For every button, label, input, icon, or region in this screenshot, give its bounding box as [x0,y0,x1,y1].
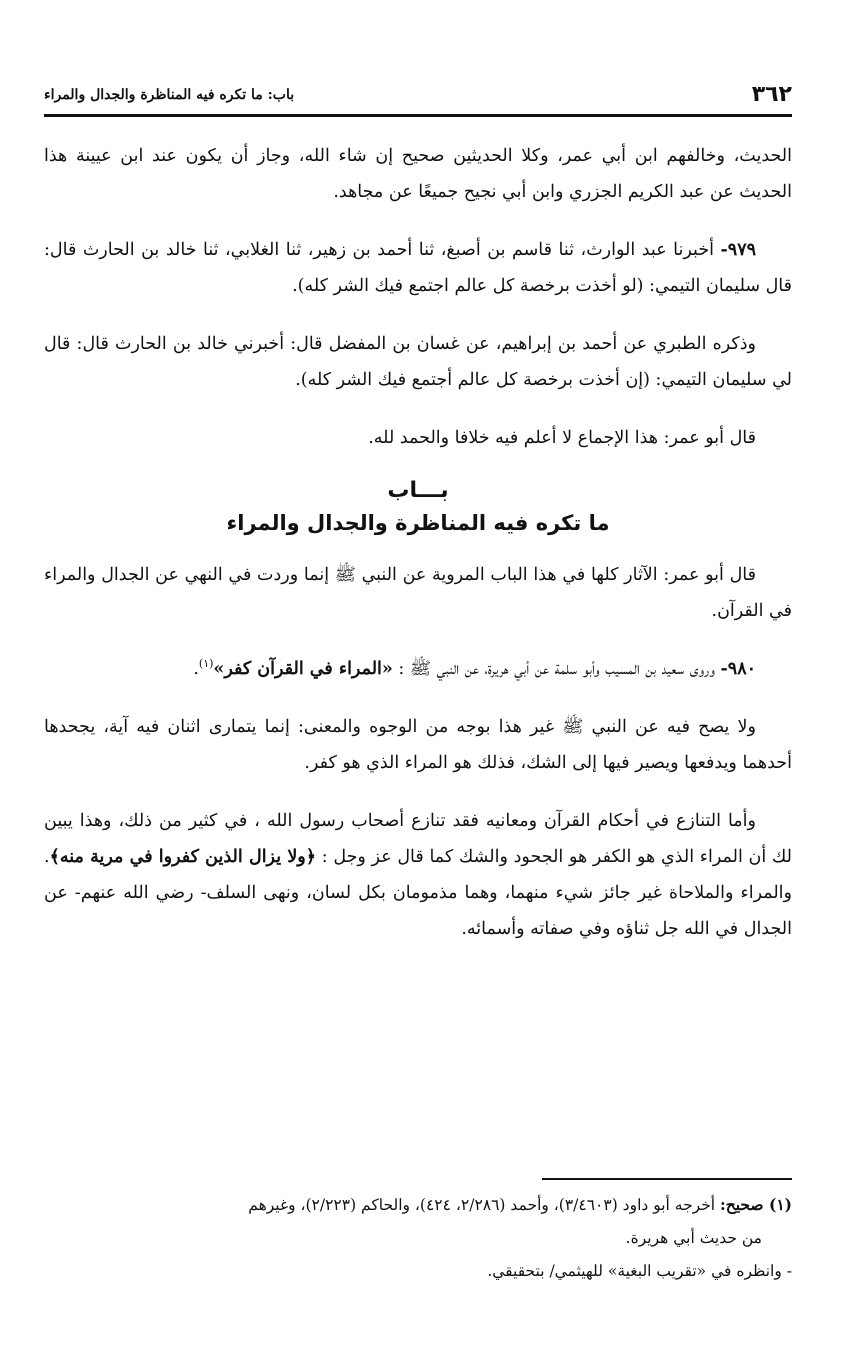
book-page [44,0,792,1364]
chapter-word: بـــاب [387,478,449,503]
paragraph-980 [44,651,792,687]
header-title: باب: ما تكره فيه المناظرة والجدال والمراء [44,87,295,103]
paragraph-980-end: . [193,659,199,679]
paragraph-5: قال أبو عمر: الآثار كلها في هذا الباب المروية عن النبي ﷺ إنما وردت في النهي عن الجدال والمراء في القرآن. [44,565,792,621]
paragraph-7: ولا يصح فيه عن النبي ﷺ غير هذا بوجه من الوجوه والمعنى: إنما يتمارى اثنان فيه آية، يجحدها أحدهما ويدفعها ويصير فيها إلى الشك، فذلك هو المراء الذي هو كفر. [44,717,792,773]
paragraph-979-text: أخبرنا عبد الوارث، ثنا قاسم بن أصبغ، ثنا أحمد بن زهير، ثنا الغلابي، ثنا خالد بن الحارث قال: قال سليمان التيمي: (لو أخذت برخصة كل عالم اجتمع فيك الشر كله). [44,240,792,296]
paragraph-8-text-a: وأما التنازع في أحكام القرآن ومعانيه فقد تنازع أصحاب رسول الله ، في كثير من ذلك، وهذا يبين لك أن المراء الذي هو الكفر هو الجحود والشك كما قال عز وجل : [44,811,793,867]
footnote-2: - وانظره في «تقريب البغية» للهيثمي/ بتحقيقي. [487,1262,792,1280]
footnote-1-text: أخرجه أبو داود (٣/٤٦٠٣)، وأحمد (٢/٢٨٦، ٤٢٤)، والحاكم (٢/٢٢٣)، وغيرهم [248,1196,721,1214]
footnote-divider [542,1178,792,1180]
footnote-ref-1[interactable]: (١) [198,657,214,671]
footnote-1-label: (١) صحيح: [720,1195,792,1214]
paragraph-8-text-c: . والمراء والملاحاة غير جائز شيء منهما، وهما مذمومان بكل لسان، ونهى السلف- رضي الله عنهم- عن الجدال في الله جل ثناؤه وفي صفاته وأسمائه. [44,847,792,939]
paragraph-4: قال أبو عمر: هذا الإجماع لا أعلم فيه خلافا والحمد لله. [368,428,756,448]
page-number: ٣٦٢ [751,82,792,107]
footnote-1-continuation: من حديث أبي هريرة. [625,1229,762,1247]
paragraph-8 [44,803,792,947]
hadith-quote: «المراء في القرآن كفر» [213,659,393,679]
paragraph-979 [44,232,792,304]
footnotes [44,1188,792,1288]
hadith-number-979: ٩٧٩- [720,240,756,260]
footnote-1 [44,1188,792,1255]
running-header [44,80,792,117]
paragraph-980-text: وروى سعيد بن المسيب وأبو سلمة عن أبي هريرة، عن النبي ﷺ : [392,659,721,679]
body-text [44,138,792,969]
hadith-number-980: ٩٨٠- [720,659,756,679]
paragraph-3: وذكره الطبري عن أحمد بن إبراهيم، عن غسان بن المفضل قال: أخبرني خالد بن الحارث قال: قال لي سليمان التيمي: (إن أخذت برخصة كل عالم أجتمع فيك الشر كله). [44,334,792,390]
paragraph-1: الحديث، وخالفهم ابن أبي عمر، وكلا الحديثين صحيح إن شاء الله، وجاز أن يكون عند ابن عيينة هذا الحديث عن عبد الكريم الجزري وابن أبي نجيح جميعًا عن مجاهد. [44,146,792,202]
chapter-title: ما تكره فيه المناظرة والجدال والمراء [226,511,610,535]
quran-verse: ﴿ولا يزال الذين كفروا في مرية منه﴾ [49,847,317,867]
